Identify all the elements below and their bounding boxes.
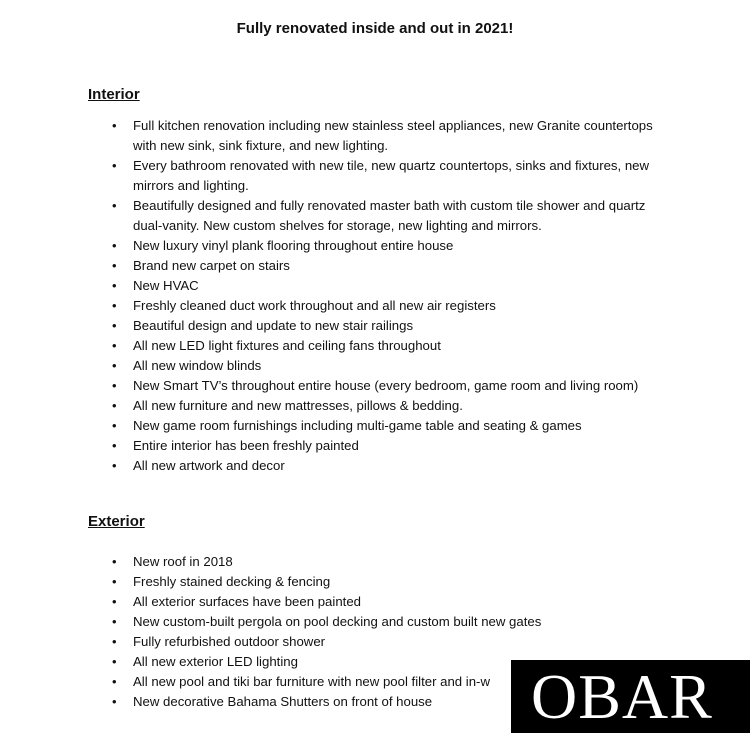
list-item: • Beautiful design and update to new stair railings <box>112 316 673 336</box>
list-item: • Every bathroom renovated with new tile, new quartz countertops, sinks and fixtures, new mirrors and lighting. <box>112 156 673 196</box>
list-item: • Freshly stained decking & fencing <box>112 572 672 592</box>
list-item: • New luxury vinyl plank flooring throughout entire house <box>112 236 673 256</box>
list-item: • Entire interior has been freshly painted <box>112 436 673 456</box>
interior-list <box>112 116 672 476</box>
list-item: • New HVAC <box>112 276 673 296</box>
list-item: • All new LED light fixtures and ceiling fans throughout <box>112 336 673 356</box>
list-item: • Freshly cleaned duct work throughout and all new air registers <box>112 296 673 316</box>
watermark-logo-text: OBAR <box>531 661 713 732</box>
list-item: • All exterior surfaces have been painted <box>112 592 672 612</box>
list-item: • Brand new carpet on stairs <box>112 256 673 276</box>
list-item: • All new furniture and new mattresses, pillows & bedding. <box>112 396 673 416</box>
exterior-heading: Exterior <box>88 513 145 530</box>
list-item: • All new pool and tiki bar furniture with new pool filter and in-w <box>112 672 672 692</box>
list-item: • New custom-built pergola on pool decking and custom built new gates <box>112 612 672 632</box>
list-item: • New game room furnishings including multi-game table and seating & games <box>112 416 673 436</box>
list-item: • New Smart TV’s throughout entire house (every bedroom, game room and living room) <box>112 376 693 396</box>
list-item: • Beautifully designed and fully renovated master bath with custom tile shower and quartz dual-vanity. New custom shelves for storage, new lighting and mirrors. <box>112 196 673 236</box>
list-item: • New roof in 2018 <box>112 552 672 572</box>
list-item: • All new exterior LED lighting <box>112 652 672 672</box>
list-item: • Full kitchen renovation including new stainless steel appliances, new Granite countertops with new sink, sink fixture, and new lighting. <box>112 116 673 156</box>
list-item: • All new window blinds <box>112 356 673 376</box>
interior-heading: Interior <box>88 86 140 103</box>
page-title: Fully renovated inside and out in 2021! <box>236 20 514 37</box>
list-item: • New decorative Bahama Shutters on front of house <box>112 692 672 712</box>
list-item: • Fully refurbished outdoor shower <box>112 632 672 652</box>
list-item: • All new artwork and decor <box>112 456 673 476</box>
watermark-logo <box>511 660 750 733</box>
